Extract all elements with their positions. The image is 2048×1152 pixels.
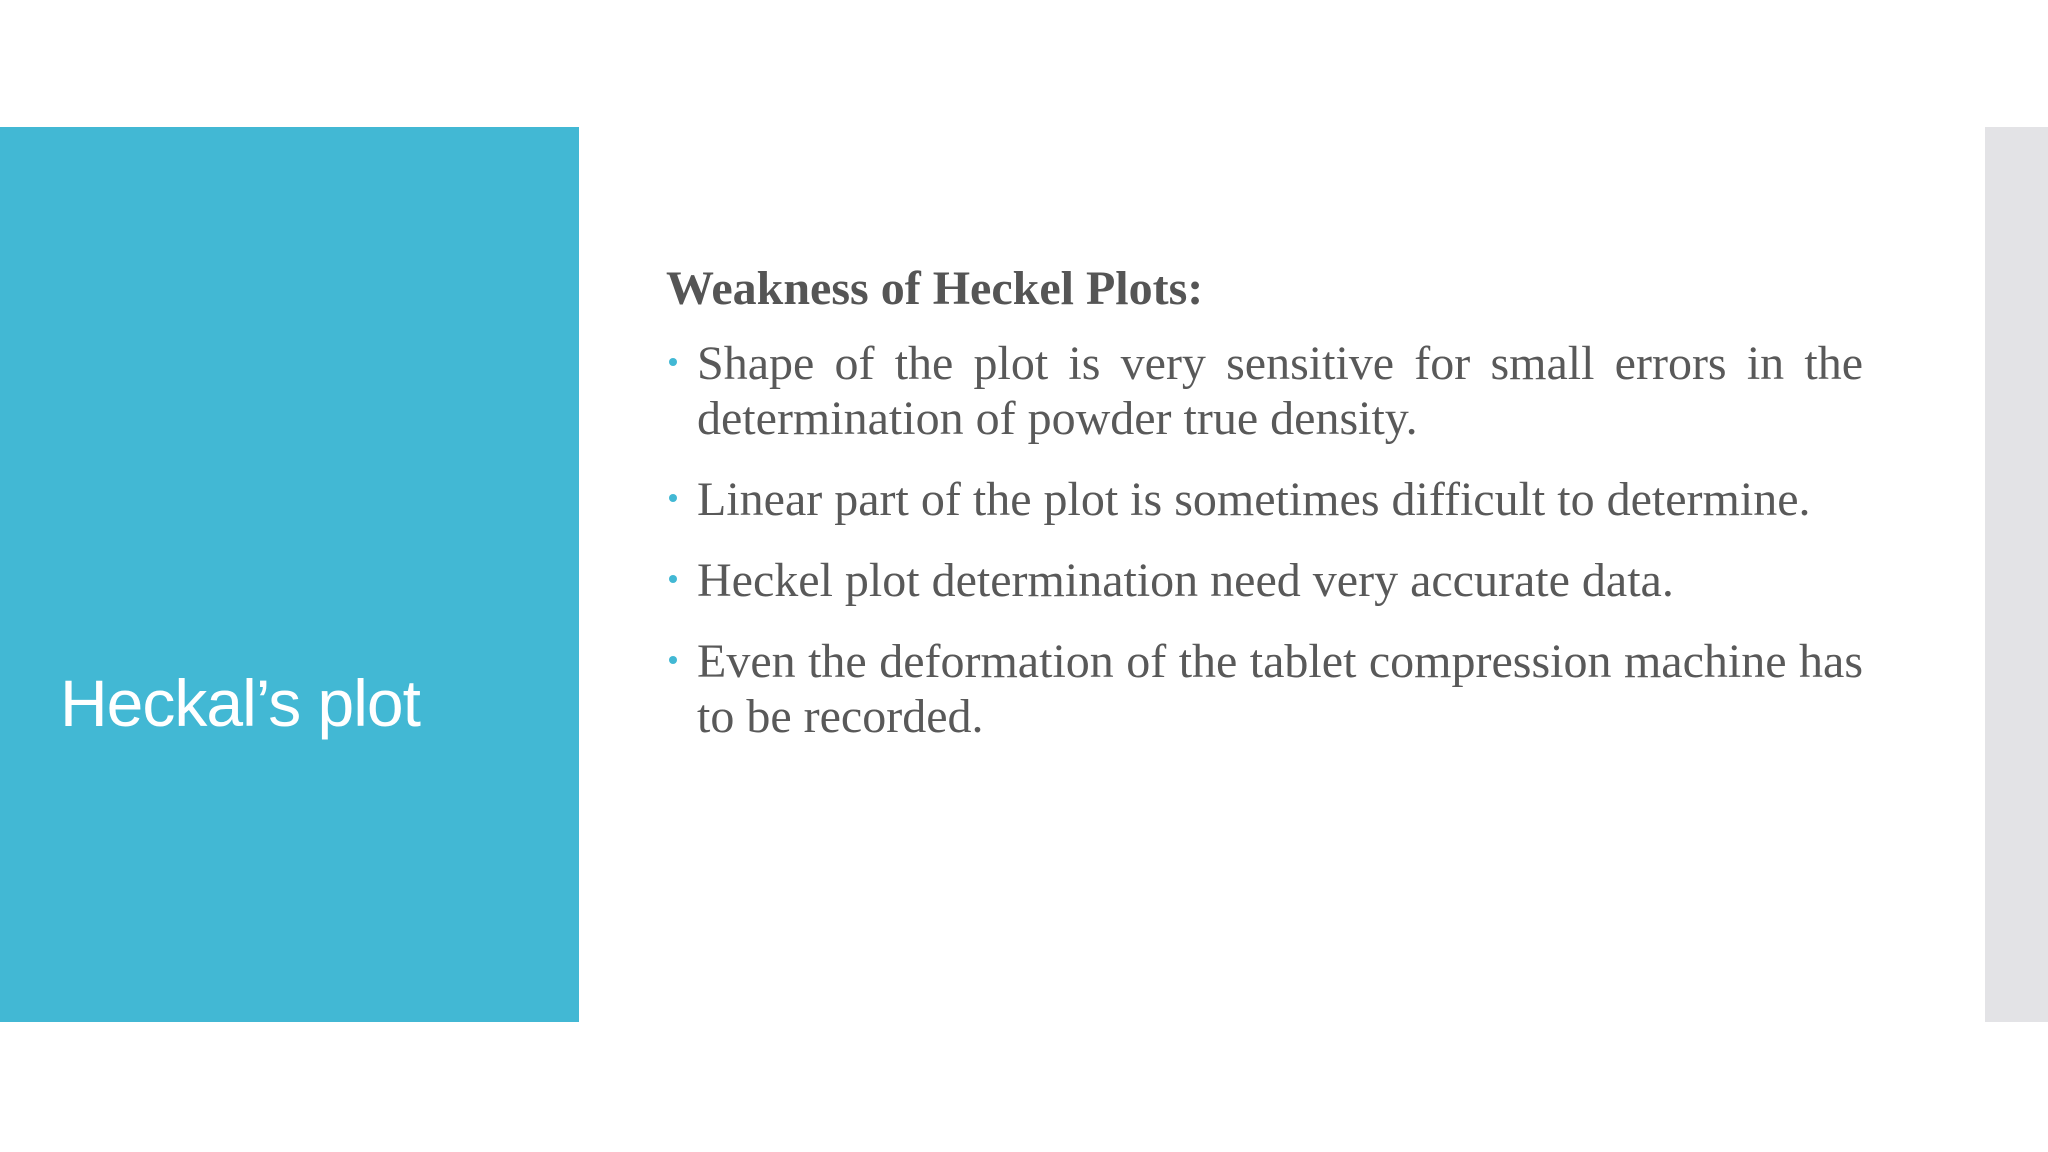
bullet-text: Shape of the plot is very sensitive for small errors in the determination of powder true density. <box>697 337 1863 445</box>
content-heading: Weakness of Heckel Plots: <box>666 262 1204 315</box>
bullet-item <box>666 472 1863 527</box>
bullet-dot-icon <box>669 358 677 366</box>
bullet-dot-icon <box>669 494 677 502</box>
bullet-text: Heckel plot determination need very accurate data. <box>697 554 1674 607</box>
bullet-item <box>666 634 1863 744</box>
content-area <box>666 258 1863 770</box>
bullet-item <box>666 336 1863 446</box>
bullet-list <box>666 336 1863 744</box>
bullet-dot-icon <box>669 575 677 583</box>
bullet-item <box>666 553 1863 608</box>
bullet-text: Linear part of the plot is sometimes difficult to determine. <box>697 473 1811 526</box>
bullet-dot-icon <box>669 656 677 664</box>
title-panel <box>0 127 579 1022</box>
slide-title: Heckal’s plot <box>60 666 420 740</box>
side-strip <box>1985 127 2048 1022</box>
bullet-text: Even the deformation of the tablet compression machine has to be recorded. <box>697 635 1863 743</box>
